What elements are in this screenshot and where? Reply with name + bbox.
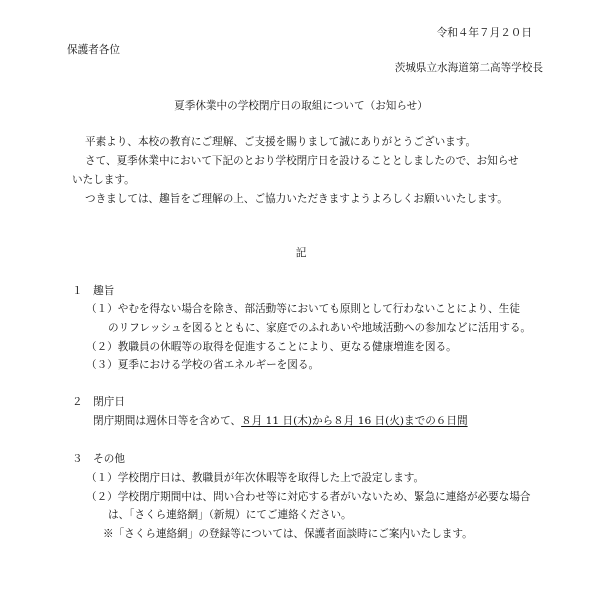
body-paragraph-1: 平素より、本校の教育にご理解、ご支援を賜りまして誠にありがとうございます。 [85,136,477,148]
section-1-item-1-line-2: のリフレッシュを図るとともに、家庭でのふれあいや地域活動への参加などに活用する。 [108,322,532,334]
body-paragraph-3: つきましては、趣旨をご理解の上、ご協力いただきますようよろしくお願いいたします。 [85,193,508,205]
recipient: 保護者各位 [67,44,120,56]
section-2-heading: ２ 閉庁日 [72,396,125,408]
issue-date: 令和４年７月２０日 [436,27,532,39]
section-3-item-1: （１）学校閉庁日は、教職員が年次休暇等を取得した上で設定します。 [86,472,425,484]
ki-heading: 記 [295,247,307,259]
body-paragraph-2-line-1: さて、夏季休業中において下記のとおり学校閉庁日を設けることとしましたので、お知らせ [85,155,519,167]
closure-period-line [93,414,468,428]
section-1-item-1-line-1: （１）やむを得ない場合を除き、部活動等においても原則として行わないことにより、生徒 [86,303,520,315]
section-3-note: ※「さくら連絡網」の登録等については、保護者面談時にご案内いたします。 [103,528,473,540]
body-paragraph-2-line-2: いたします。 [72,174,135,186]
section-1-item-2: （２）教職員の休暇等の取得を促進することにより、更なる健康増進を図る。 [86,341,457,353]
section-3-heading: ３ その他 [72,453,125,465]
section-3-item-2-line-2: は、「さくら連絡網」（新規）にてご連絡ください。 [108,509,352,521]
document-title: 夏季休業中の学校閉庁日の取組について（お知らせ） [174,100,428,112]
section-1-item-3: （３）夏季における学校の省エネルギーを図る。 [86,359,320,371]
section-1-heading: １ 趣旨 [72,285,115,297]
sender: 茨城県立水海道第二高等学校長 [394,62,543,74]
section-3-item-2-line-1: （２）学校閉庁期間中は、問い合わせ等に対応する者がいないため、緊急に連絡が必要な場合 [86,491,531,503]
closure-period-dates: ８月 11 日(木)から８月 16 日(火)までの６日間 [241,415,468,427]
closure-period-prefix: 閉庁期間は週休日等を含めて、 [93,415,242,427]
